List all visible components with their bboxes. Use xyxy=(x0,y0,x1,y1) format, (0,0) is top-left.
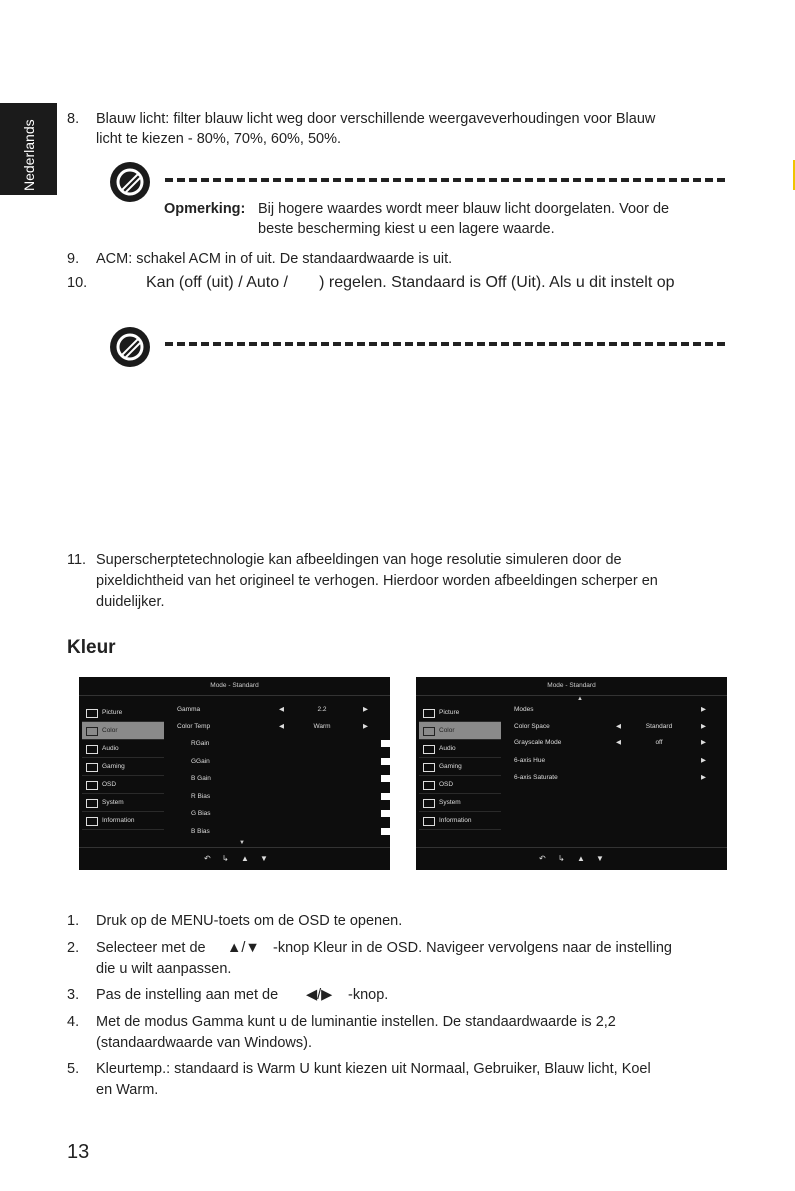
bar-label: B Gain xyxy=(191,775,211,783)
osd-icon xyxy=(86,781,98,790)
down-icon: ▼ xyxy=(596,854,604,863)
note-line1: Bij hogere waardes wordt meer blauw licht doorgelaten. Voor de xyxy=(258,201,670,217)
osd-menu-osd: OSD xyxy=(82,776,164,794)
bar-label: B Bias xyxy=(191,828,210,835)
back-icon: ↶ xyxy=(539,854,546,863)
left-arrow-icon: ◀ xyxy=(279,723,284,730)
section-title: Kleur xyxy=(67,637,116,658)
speaker-icon xyxy=(423,745,435,754)
left-arrow-icon: ◀ xyxy=(279,706,284,713)
osd-menu-gaming: Gaming xyxy=(82,758,164,776)
picture-icon xyxy=(423,709,435,718)
osd-menu-picture: Picture xyxy=(419,704,501,722)
up-icon: ▲ xyxy=(577,854,585,863)
note-line2: beste bescherming kiest u een lagere waarde. xyxy=(258,221,555,237)
step-2-text-b: -knop Kleur in de OSD. Navigeer vervolgens naar de instelling xyxy=(273,940,672,956)
right-arrow-icon: ▶ xyxy=(363,706,368,713)
osd-menu xyxy=(82,704,164,830)
osd-title xyxy=(79,677,390,696)
step-1-text: Druk op de MENU-toets om de OSD te openen. xyxy=(96,913,403,929)
osd-title xyxy=(416,677,727,696)
step-5-line2: en Warm. xyxy=(96,1082,159,1098)
item-9-text: ACM: schakel ACM in of uit. De standaardwaarde is uit. xyxy=(96,251,453,267)
right-arrow-icon: ▶ xyxy=(701,774,706,781)
osd-footer xyxy=(416,847,727,870)
osd-menu-information: Information xyxy=(82,812,164,830)
gear-icon xyxy=(423,799,435,808)
note-pencil-icon-2 xyxy=(108,325,152,369)
item-11-line2: pixeldichtheid van het origineel te verhogen. Hierdoor worden afbeeldingen scherper en xyxy=(96,573,658,589)
item-8-line1: Blauw licht: filter blauw licht weg door verschillende weergaveverhoudingen voor Blauw xyxy=(96,111,656,127)
palette-icon xyxy=(86,727,98,736)
osd-menu-information: Information xyxy=(419,812,501,830)
bar-label: RGain xyxy=(191,740,210,747)
step-2-line2: die u wilt aanpassen. xyxy=(96,961,232,977)
gear-icon xyxy=(86,799,98,808)
step-1-number: 1. xyxy=(67,913,80,929)
osd-menu-gaming: Gaming xyxy=(419,758,501,776)
page-number: 13 xyxy=(67,1141,90,1163)
step-3-text-b: -knop. xyxy=(348,987,389,1003)
osd-menu-audio: Audio xyxy=(82,740,164,758)
right-arrow-icon: ▶ xyxy=(363,723,368,730)
item-11-line1: Superscherptetechnologie kan afbeeldingen van hoge resolutie simuleren door de xyxy=(96,552,622,568)
item-8-number: 8. xyxy=(67,111,80,127)
item-8-line2: licht te kiezen - 80%, 70%, 60%, 50%. xyxy=(96,131,342,147)
note-divider-2 xyxy=(165,342,725,346)
osd-menu-picture: Picture xyxy=(82,704,164,722)
osd-menu-system: System xyxy=(419,794,501,812)
scroll-up-icon: ▲ xyxy=(577,696,583,702)
left-arrow-icon: ◀ xyxy=(616,723,621,730)
right-arrow-icon: ▶ xyxy=(701,739,706,746)
bar-label: R Bias xyxy=(191,792,211,800)
item-11-number: 11. xyxy=(67,552,87,568)
item-9-number: 9. xyxy=(67,251,80,267)
language-label: Nederlands xyxy=(21,119,37,191)
info-icon xyxy=(423,817,435,826)
step-3-text-a: Pas de instelling aan met de xyxy=(96,987,279,1003)
osd-menu-system: System xyxy=(82,794,164,812)
note-divider xyxy=(165,178,725,182)
osd-menu-osd: OSD xyxy=(419,776,501,794)
osd-icon xyxy=(423,781,435,790)
step-5-text: Kleurtemp.: standaard is Warm U kunt kiezen uit Normaal, Gebruiker, Blauw licht, Koel xyxy=(96,1061,651,1077)
bar-label: G Bias xyxy=(191,810,211,818)
osd-menu xyxy=(419,704,501,830)
item-11-line3: duidelijker. xyxy=(96,594,165,610)
step-4-number: 4. xyxy=(67,1014,80,1030)
step-4-text: Met de modus Gamma kunt u de luminantie instellen. De standaardwaarde is 2,2 xyxy=(96,1014,616,1030)
note-label: Opmerking: xyxy=(164,201,246,217)
step-2-number: 2. xyxy=(67,940,80,956)
palette-icon xyxy=(423,727,435,736)
step-4-line2: (standaardwaarde van Windows). xyxy=(96,1035,312,1051)
up-down-glyph: ▲/▼ xyxy=(227,940,260,956)
osd-menu-color: Color xyxy=(419,722,501,740)
info-icon xyxy=(86,817,98,826)
right-arrow-icon: ▶ xyxy=(701,757,706,764)
step-5-number: 5. xyxy=(67,1061,80,1077)
back-icon: ↶ xyxy=(204,854,211,863)
osd-footer xyxy=(79,847,390,870)
osd-menu-audio: Audio xyxy=(419,740,501,758)
osd-mode-label: Mode - Standard xyxy=(547,682,596,689)
right-arrow-icon: ▶ xyxy=(701,723,706,730)
up-icon: ▲ xyxy=(241,854,249,863)
item-10-number: 10. xyxy=(67,275,88,291)
left-right-glyph: ◀/▶ xyxy=(306,987,333,1003)
osd-screenshot-color: Mode - Standard Picture Color Audio Gaming OSD System Information Gamma ◀ 2.2 ▶ Color Temp ◀ Warm ▶ RGain GGain B Gain R Bias G Bias B Bias ▼ ↶ ↳ ▲ ▼ xyxy=(79,677,390,870)
bar-label: GGain xyxy=(191,757,210,765)
osd-mode-label: Mode - Standard xyxy=(210,682,259,689)
language-tab xyxy=(0,103,57,195)
speaker-icon xyxy=(86,745,98,754)
picture-icon xyxy=(86,709,98,718)
note-pencil-icon xyxy=(108,160,152,204)
right-arrow-icon: ▶ xyxy=(701,706,706,713)
item-10-text: Kan (off (uit) / Auto / ) regelen. Standaard is Off (Uit). Als u dit instelt op xyxy=(146,274,675,291)
osd-menu-color: Color xyxy=(82,722,164,740)
osd-screenshot-color-page2: Mode - Standard ▲ Picture Color Audio Gaming OSD System Information Modes ▶ Color Space ◀ Standard ▶ Grayscale Mode ◀ off ▶ 6-axis Hue ▶ 6-axis Saturate ▶ ↶ ↳ ▲ ▼ xyxy=(416,677,727,870)
down-icon: ▼ xyxy=(260,854,268,863)
gamepad-icon xyxy=(86,763,98,772)
scroll-down-icon: ▼ xyxy=(239,840,245,846)
left-arrow-icon: ◀ xyxy=(616,739,621,746)
step-2-text-a: Selecteer met de xyxy=(96,940,206,956)
enter-icon: ↳ xyxy=(222,854,229,863)
gamepad-icon xyxy=(423,763,435,772)
enter-icon: ↳ xyxy=(558,854,565,863)
step-3-number: 3. xyxy=(67,987,80,1003)
